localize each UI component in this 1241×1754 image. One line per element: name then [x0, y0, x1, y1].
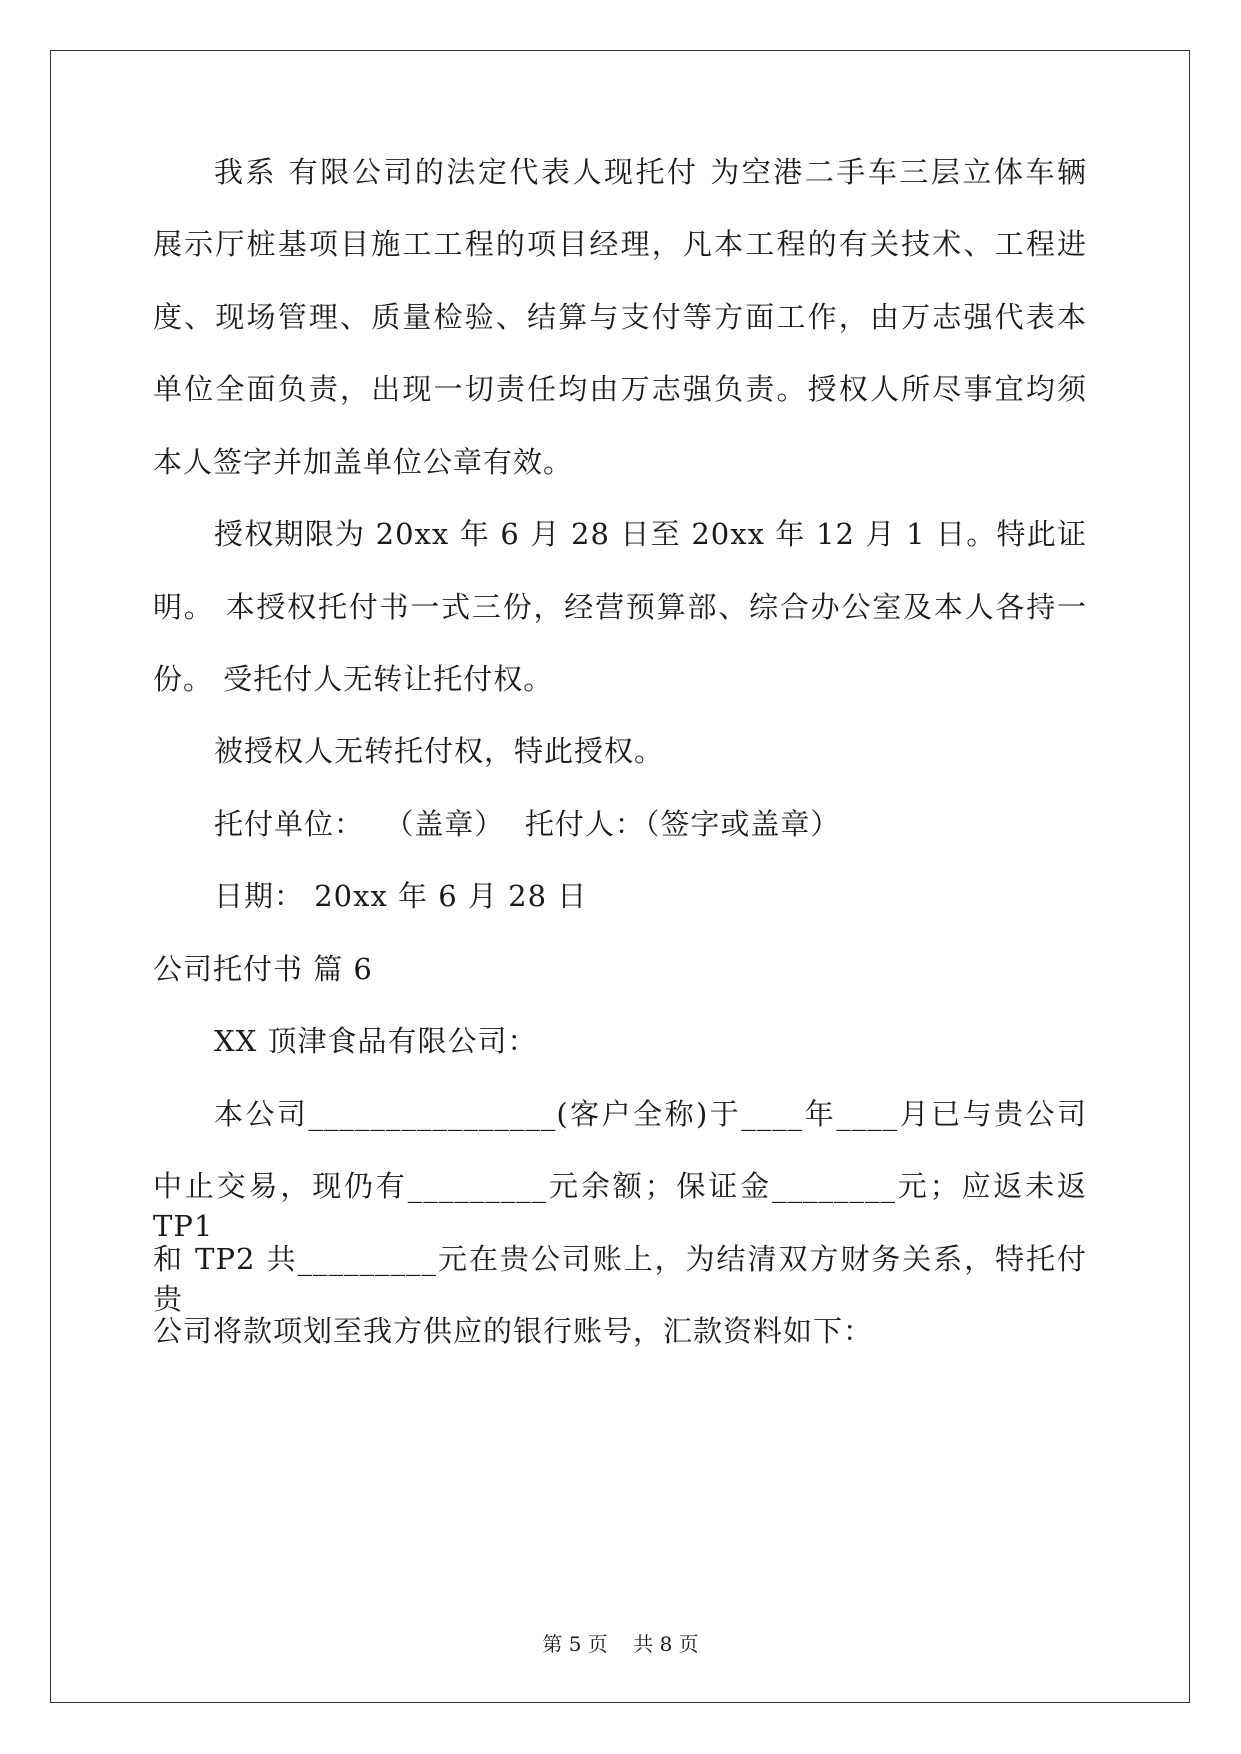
paragraph-line: 本人签字并加盖单位公章有效。: [153, 445, 574, 479]
paragraph-line: 中止交易，现仍有_________元余额；保证金________元；应返未返 TP1: [153, 1169, 1087, 1243]
paragraph-line: 明。 本授权托付书一式三份，经营预算部、综合办公室及本人各持一: [153, 590, 1087, 624]
section-heading: 公司托付书 篇 6: [153, 952, 373, 986]
paragraph-line: 度、现场管理、质量检验、结算与支付等方面工作，由万志强代表本: [153, 300, 1087, 334]
paragraph-line: 授权期限为 20xx 年 6 月 28 日至 20xx 年 12 月 1 日。特此证: [214, 517, 1087, 551]
paragraph-line: 和 TP2 共_________元在贵公司账上，为结清双方财务关系，特托付贵: [153, 1242, 1087, 1316]
paragraph-line: 公司将款项划至我方供应的银行账号，汇款资料如下：: [153, 1314, 874, 1348]
date-line: 日期： 20xx 年 6 月 28 日: [214, 879, 588, 913]
paragraph-line: 单位全面负责，出现一切责任均由万志强负责。授权人所尽事宜均须: [153, 372, 1087, 406]
paragraph-line: 展示厅桩基项目施工工程的项目经理，凡本工程的有关技术、工程进: [153, 227, 1087, 261]
paragraph-line: 我系 有限公司的法定代表人现托付 为空港二手车三层立体车辆: [214, 155, 1087, 189]
page-number: 第 5 页 共 8 页: [542, 1632, 699, 1656]
paragraph-line: 被授权人无转托付权，特此授权。: [214, 734, 665, 768]
addressee-line: XX 顶津食品有限公司：: [214, 1024, 538, 1058]
signature-line: 托付单位： （盖章） 托付人：（签字或盖章）: [214, 807, 841, 841]
paragraph-line: 份。 受托付人无转让托付权。: [153, 662, 554, 696]
paragraph-line: 本公司________________(客户全称)于____年____月已与贵公司: [214, 1097, 1087, 1131]
